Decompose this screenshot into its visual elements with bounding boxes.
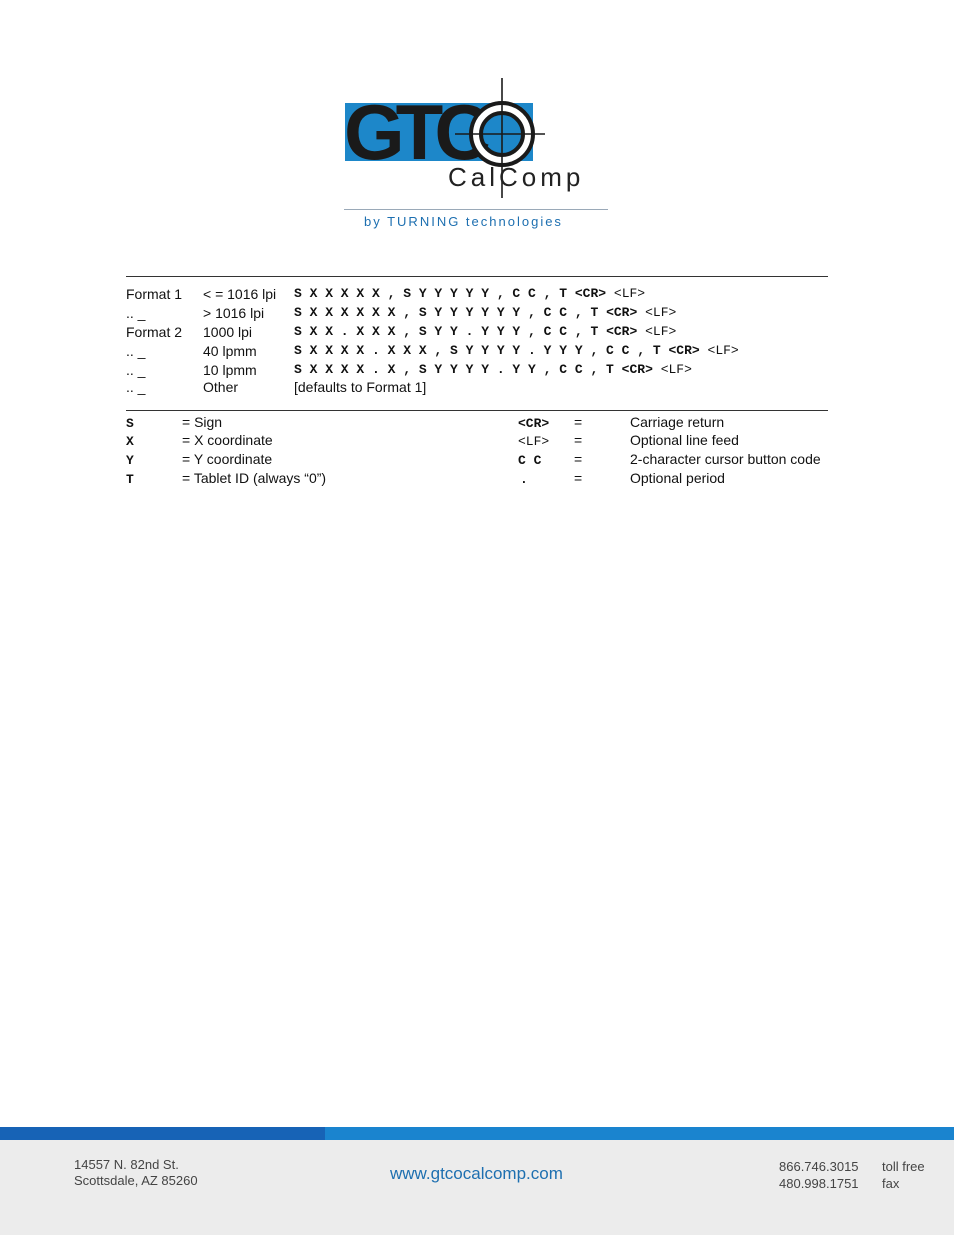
footer-phone-labels (882, 1158, 925, 1192)
legend-symbol: <LF> (518, 434, 550, 449)
footer-bar-light (325, 1127, 954, 1140)
legend-item (126, 470, 134, 489)
format-resolution: < = 1016 lpi (203, 286, 277, 302)
format-resolution: Other (203, 379, 239, 395)
legend-item (520, 470, 528, 489)
footer-phones (779, 1158, 859, 1192)
legend-item (126, 451, 134, 470)
footer-bar-dark (0, 1127, 325, 1140)
legend-symbol: Y (126, 453, 134, 468)
legend-item (518, 414, 549, 433)
format-label: Format 1 (126, 286, 183, 302)
format-pattern: S X X X X . X , S Y Y Y Y . Y Y , C C , T <CR> <LF> (294, 362, 692, 377)
phone-tollfree: 866.746.3015 (779, 1159, 859, 1174)
format-label: .. _ (126, 362, 146, 378)
footer-website-link[interactable]: www.gtcocalcomp.com (390, 1164, 563, 1183)
legend-desc: = Sign (182, 414, 223, 430)
legend-equals: = (574, 414, 583, 430)
footer-address (74, 1157, 198, 1189)
legend-top-rule (126, 410, 828, 411)
label-tollfree: toll free (882, 1159, 925, 1174)
logo-divider (344, 209, 608, 210)
format-pattern: S X X X X X , S Y Y Y Y Y , C C , T <CR> <LF> (294, 286, 646, 301)
format-label: .. _ (126, 343, 146, 359)
format-pattern: S X X X X X X , S Y Y Y Y Y Y , C C , T <CR> <LF> (294, 305, 677, 320)
format-pattern: S X X . X X X , S Y Y . Y Y Y , C C , T <CR> <LF> (294, 324, 677, 339)
logo-gtc-letters: GTC (344, 88, 482, 176)
gtco-calcomp-logo (330, 70, 630, 240)
legend-equals: = (574, 470, 583, 486)
address-line-2: Scottsdale, AZ 85260 (74, 1173, 198, 1188)
legend-desc: Optional period (630, 470, 725, 486)
legend-desc: Carriage return (630, 414, 725, 430)
legend-item (126, 414, 134, 433)
address-line-1: 14557 N. 82nd St. (74, 1157, 179, 1172)
format-resolution: 10 lpmm (203, 362, 257, 378)
legend-equals: = (574, 451, 583, 467)
format-resolution: 1000 lpi (203, 324, 253, 340)
phone-fax: 480.998.1751 (779, 1176, 859, 1191)
legend-item (518, 432, 549, 451)
legend-symbol: S (126, 416, 134, 431)
format-resolution: 40 lpmm (203, 343, 257, 359)
format-label: .. _ (126, 379, 146, 395)
legend-item (518, 451, 541, 470)
legend-desc: Optional line feed (630, 432, 739, 448)
format-label: Format 2 (126, 324, 183, 340)
legend-item (126, 432, 134, 451)
legend-symbol: C C (518, 453, 542, 468)
format-label: .. _ (126, 305, 146, 321)
legend-desc: = X coordinate (182, 432, 273, 448)
logo-calcomp-text: CalComp (448, 162, 585, 192)
legend-symbol: X (126, 434, 134, 449)
legend-desc: 2-character cursor button code (630, 451, 821, 467)
legend-desc: = Tablet ID (always “0”) (182, 470, 327, 486)
table-top-rule (126, 276, 828, 277)
label-fax: fax (882, 1176, 900, 1191)
legend-symbol: . (520, 472, 528, 487)
format-resolution: > 1016 lpi (203, 305, 265, 321)
format-pattern: S X X X X . X X X , S Y Y Y Y . Y Y Y , C C , T <CR> <LF> (294, 343, 739, 358)
legend-desc: = Y coordinate (182, 451, 273, 467)
legend-symbol: T (126, 472, 134, 487)
legend-symbol: <CR> (518, 416, 550, 431)
logo-byline: by TURNING technologies (364, 214, 563, 229)
legend-equals: = (574, 432, 583, 448)
page-footer (0, 1140, 954, 1235)
format-note: [defaults to Format 1] (294, 379, 427, 395)
